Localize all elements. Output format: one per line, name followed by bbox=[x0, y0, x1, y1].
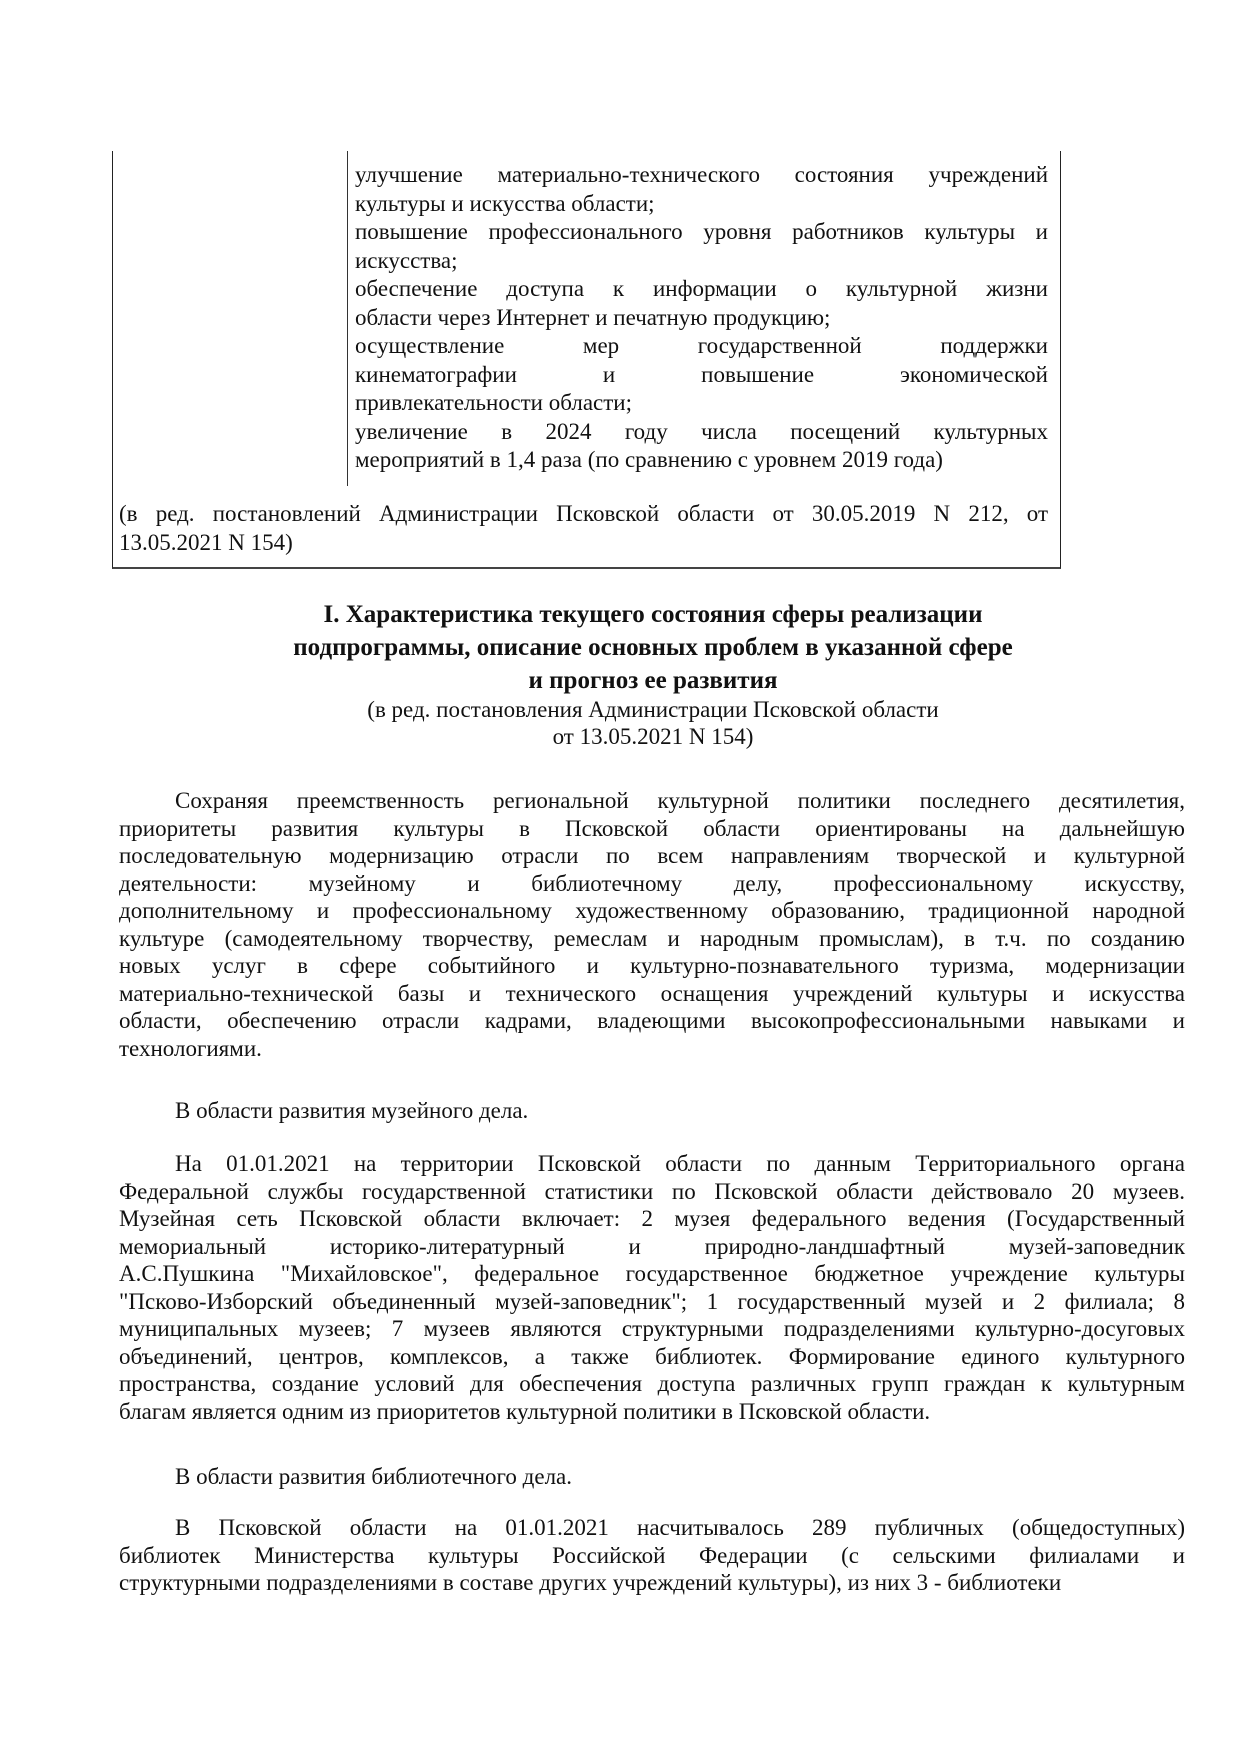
table-goals-cell bbox=[355, 161, 1048, 475]
goal-item bbox=[355, 275, 1048, 332]
goal-item bbox=[355, 418, 1048, 475]
goal-line: привлекательности области; bbox=[355, 390, 632, 415]
heading-line: подпрограммы, описание основных проблем в указанной сфере bbox=[293, 634, 1013, 661]
goal-line: осуществление мер государственной поддержки bbox=[355, 333, 1048, 358]
section-heading bbox=[120, 598, 1186, 697]
paragraph-line: технологиями. bbox=[119, 1035, 262, 1061]
goal-line: кинематографии и повышение экономической bbox=[355, 361, 1048, 387]
paragraph-line: культуре (самодеятельному творчеству, ремеслам и народным промыслам), в т.ч. по созданию bbox=[119, 925, 1185, 951]
paragraph-line: А.С.Пушкина "Михайловское", федеральное государственное бюджетное учреждение культуры bbox=[119, 1261, 1185, 1286]
paragraph-line: материально-технической базы и технического оснащения учреждений культуры и искусства bbox=[119, 980, 1185, 1006]
paragraph-line: Федеральной службы государственной статистики по Псковской области действовало 20 музеев. bbox=[119, 1178, 1185, 1204]
paragraph-line: муниципальных музеев; 7 музеев являются структурными подразделениями культурно-досуговых bbox=[119, 1316, 1185, 1341]
paragraph-line: благам является одним из приоритетов культурной политики в Псковской области. bbox=[119, 1398, 931, 1424]
goal-line: искусства; bbox=[355, 247, 458, 273]
goal-line: области через Интернет и печатную продукцию; bbox=[355, 304, 831, 330]
table-amendment-note bbox=[119, 500, 1048, 557]
paragraph-line: дополнительному и профессиональному художественному образованию, традиционной народной bbox=[119, 898, 1185, 923]
paragraph-line: приоритеты развития культуры в Псковской области ориентированы на дальнейшую bbox=[119, 815, 1185, 841]
paragraph-line: В области развития музейного дела. bbox=[175, 1098, 529, 1123]
paragraph-museum-heading bbox=[119, 1097, 1185, 1125]
goal-line: увеличение в 2024 году числа посещений культурных bbox=[355, 418, 1048, 444]
table-column-divider bbox=[347, 151, 348, 486]
goal-line: мероприятий в 1,4 раза (по сравнению с уровнем 2019 года) bbox=[355, 447, 943, 472]
goal-item bbox=[355, 332, 1048, 418]
section-amendment bbox=[120, 696, 1186, 750]
paragraph-line: области, обеспечению отрасли кадрами, владеющими высокопрофессиональными навыками и bbox=[119, 1008, 1185, 1033]
heading-line: I. Характеристика текущего состояния сферы реализации bbox=[323, 601, 983, 628]
paragraph-line: объединений, центров, комплексов, а также библиотек. Формирование единого культурного bbox=[119, 1343, 1185, 1369]
paragraph-line: новых услуг в сфере событийного и культурно-познавательного туризма, модернизации bbox=[119, 953, 1185, 978]
paragraph-line: пространства, создание условий для обеспечения доступа различных групп граждан к культурным bbox=[119, 1371, 1185, 1396]
paragraph-line: библиотек Министерства культуры Российской Федерации (с сельскими филиалами и bbox=[119, 1542, 1185, 1568]
paragraph-line: В области развития библиотечного дела. bbox=[175, 1464, 573, 1489]
paragraph-libraries bbox=[119, 1514, 1185, 1597]
paragraph-line: Сохраняя преемственность региональной культурной политики последнего десятилетия, bbox=[175, 788, 1185, 813]
goal-line: повышение профессионального уровня работников культуры и bbox=[355, 219, 1048, 244]
paragraph-line: деятельности: музейному и библиотечному делу, профессиональному искусству, bbox=[119, 870, 1185, 896]
paragraph-line: структурными подразделениями в составе других учреждений культуры), из них 3 - библиотеки bbox=[119, 1570, 1062, 1595]
paragraph-line: "Псково-Изборский объединенный музей-заповедник"; 1 государственный музей и 2 филиала; 8 bbox=[119, 1288, 1185, 1314]
paragraph-line: Музейная сеть Псковской области включает: 2 музея федерального ведения (Государственный bbox=[119, 1206, 1185, 1231]
paragraph-line: В Псковской области на 01.01.2021 насчитывалось 289 публичных (общедоступных) bbox=[175, 1515, 1185, 1540]
goal-line: обеспечение доступа к информации о культурной жизни bbox=[355, 276, 1048, 301]
paragraph-line: последовательную модернизацию отрасли по всем направлениям творческой и культурной bbox=[119, 843, 1185, 868]
paragraph-line: мемориальный историко-литературный и природно-ландшафтный музей-заповедник bbox=[119, 1233, 1185, 1259]
amendment-line: (в ред. постановления Администрации Псковской области bbox=[367, 697, 939, 722]
paragraph-museums bbox=[119, 1150, 1185, 1425]
note-line: (в ред. постановлений Администрации Псковской области от 30.05.2019 N 212, от bbox=[119, 501, 1048, 526]
note-line: 13.05.2021 N 154) bbox=[119, 529, 293, 555]
amendment-line: от 13.05.2021 N 154) bbox=[552, 724, 754, 749]
goal-item bbox=[355, 218, 1048, 275]
paragraph-intro bbox=[119, 787, 1185, 1062]
goal-line: улучшение материально-технического состояния учреждений bbox=[355, 162, 1048, 187]
goal-item bbox=[355, 161, 1048, 218]
goal-line: культуры и искусства области; bbox=[355, 190, 655, 216]
paragraph-library-heading bbox=[119, 1463, 1185, 1491]
heading-line: и прогноз ее развития bbox=[528, 667, 778, 694]
paragraph-line: На 01.01.2021 на территории Псковской области по данным Территориального органа bbox=[175, 1151, 1185, 1176]
